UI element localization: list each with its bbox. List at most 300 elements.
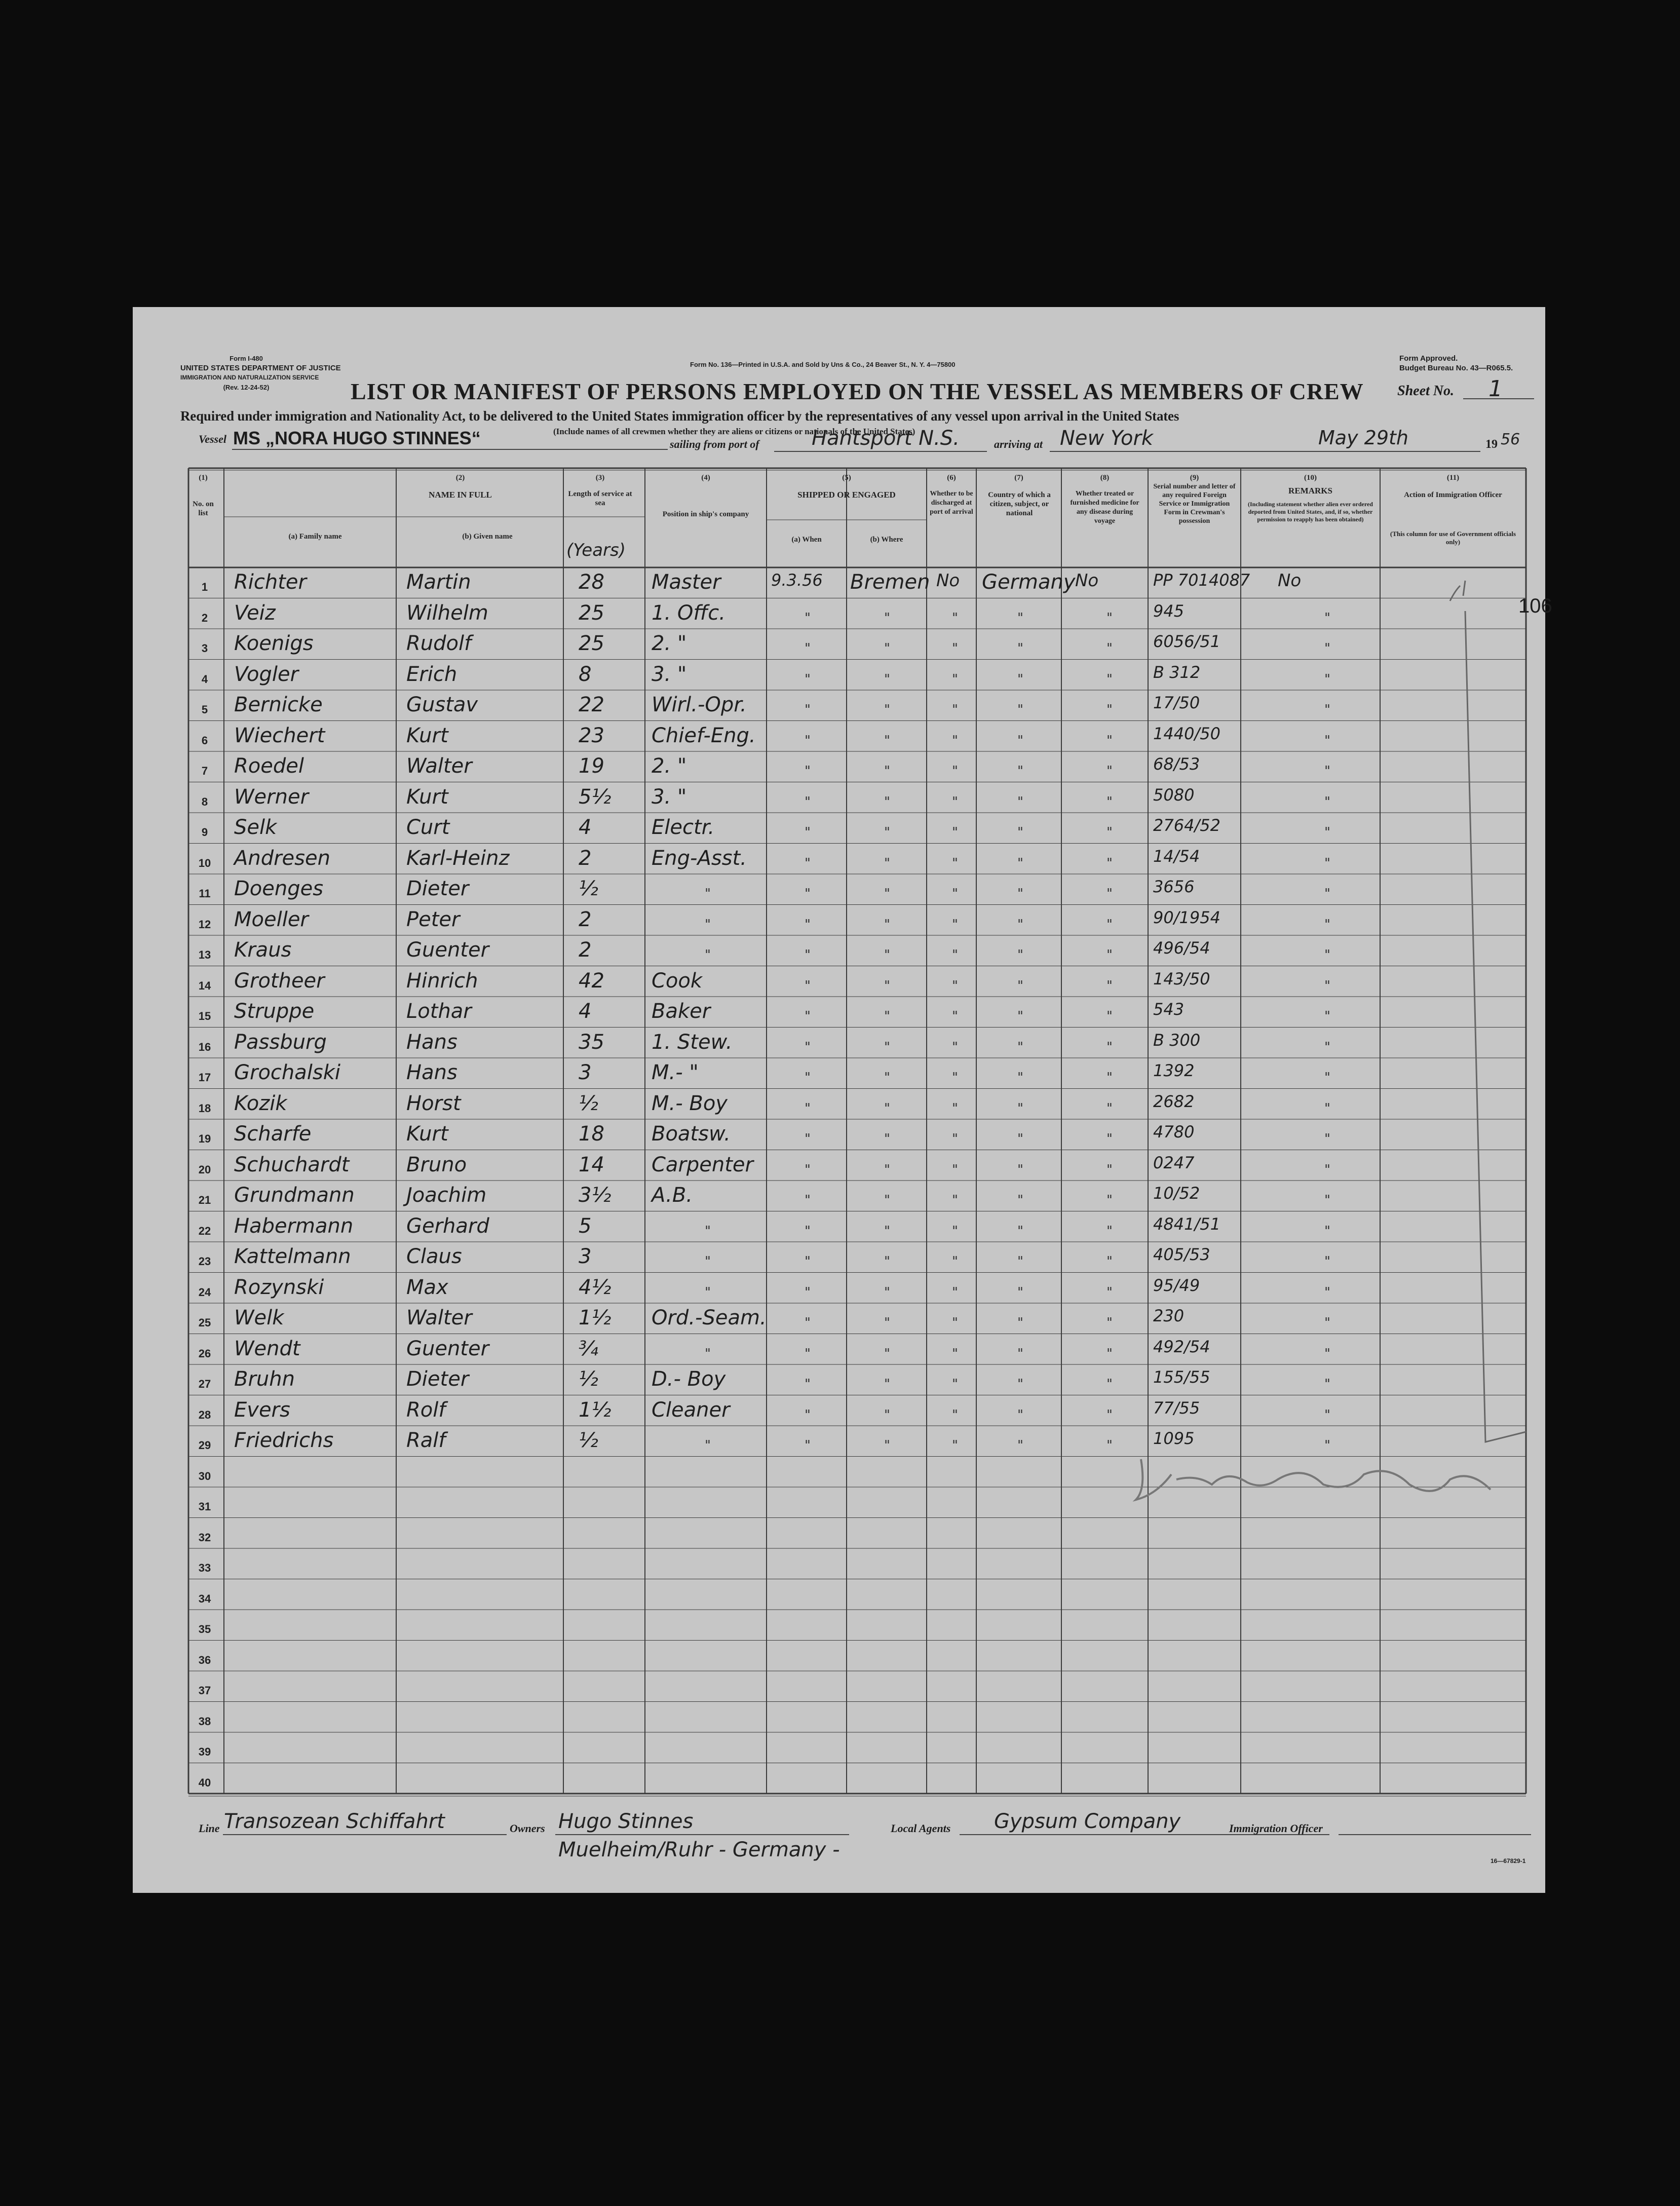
given-name-cell: Kurt — [406, 785, 448, 809]
row-number: 26 — [198, 1347, 211, 1360]
serial-cell: 230 — [1153, 1306, 1185, 1325]
discharge-cell-ditto: " — [952, 794, 958, 810]
medicine-cell-ditto: " — [1106, 1377, 1113, 1392]
shipped-when-cell-ditto: " — [805, 1009, 811, 1024]
family-name-cell: Andresen — [234, 846, 330, 870]
row-number: 22 — [198, 1224, 211, 1237]
col10-header: REMARKS — [1288, 486, 1332, 496]
medicine-cell-ditto: " — [1106, 855, 1113, 871]
position-cell: M.- Boy — [652, 1091, 728, 1115]
row-number: 31 — [198, 1500, 211, 1513]
position-cell: M.- " — [652, 1061, 699, 1084]
remarks-cell-ditto: " — [1324, 1193, 1330, 1208]
col1-number: (1) — [199, 474, 208, 482]
remarks-cell-ditto: " — [1324, 1039, 1330, 1055]
row-number: 9 — [201, 826, 208, 839]
col5a-header: (a) When — [791, 536, 822, 544]
row-number: 33 — [198, 1562, 211, 1574]
shipped-where-cell-ditto: " — [884, 825, 890, 840]
family-name-cell: Bruhn — [234, 1367, 295, 1391]
position-cell: 1. Offc. — [652, 601, 726, 625]
budget-bureau: Budget Bureau No. 43—R065.5. — [1399, 364, 1513, 372]
family-name-cell: Passburg — [234, 1030, 327, 1054]
position-cell: 2. " — [652, 754, 687, 778]
serial-cell: 4841/51 — [1153, 1214, 1220, 1234]
row-number: 16 — [198, 1040, 211, 1053]
serial-cell: 5080 — [1153, 785, 1195, 805]
discharge-cell-ditto: " — [952, 1377, 958, 1392]
signature-mark — [1126, 1444, 1521, 1510]
country-cell: Germany — [982, 570, 1076, 594]
shipped-where-cell-ditto: " — [884, 1315, 890, 1330]
serial-cell: 4780 — [1153, 1122, 1195, 1142]
position-cell-ditto: " — [705, 886, 711, 901]
shipped-when-cell-ditto: " — [805, 1070, 811, 1085]
family-name-cell: Welk — [234, 1306, 284, 1329]
remarks-cell-ditto: " — [1324, 1162, 1330, 1177]
shipped-where-cell-ditto: " — [884, 1407, 890, 1423]
row-number: 38 — [198, 1715, 211, 1728]
position-cell: A.B. — [652, 1184, 693, 1207]
country-cell-ditto: " — [1017, 1284, 1023, 1300]
given-name-cell: Curt — [406, 816, 450, 839]
country-cell-ditto: " — [1017, 855, 1023, 871]
service-cell: ½ — [579, 1091, 598, 1115]
row-number: 24 — [198, 1285, 211, 1299]
position-cell: 3. " — [652, 662, 687, 686]
family-name-cell: Grochalski — [234, 1061, 340, 1084]
service-cell: 2 — [579, 938, 592, 962]
shipped-where-cell-ditto: " — [884, 1009, 890, 1024]
family-name-cell: Koenigs — [234, 632, 314, 655]
col2-number: (2) — [455, 474, 465, 482]
medicine-cell-ditto: " — [1106, 1009, 1113, 1024]
given-name-cell: Kurt — [406, 724, 448, 747]
shipped-where-cell-ditto: " — [884, 671, 890, 687]
discharge-cell-ditto: " — [952, 825, 958, 840]
row-number: 21 — [198, 1194, 211, 1206]
discharge-cell-ditto: " — [952, 1438, 958, 1453]
service-cell: 25 — [579, 632, 604, 655]
shipped-where-cell-ditto: " — [884, 1438, 890, 1453]
given-name-cell: Dieter — [406, 1367, 469, 1391]
col11-note: (This column for use of Government officials only) — [1390, 530, 1516, 546]
shipped-where-cell-ditto: " — [884, 794, 890, 810]
country-cell-ditto: " — [1017, 1377, 1023, 1392]
discharge-cell-ditto: " — [952, 671, 958, 687]
country-cell-ditto: " — [1017, 1346, 1023, 1361]
discharge-cell-ditto: " — [952, 610, 958, 626]
col1-header: No. on list — [193, 500, 214, 517]
row-number: 39 — [198, 1745, 211, 1758]
service-cell: 14 — [579, 1153, 604, 1176]
serial-cell: 496/54 — [1153, 938, 1210, 958]
position-cell: 3. " — [652, 785, 687, 809]
shipped-where-cell-ditto: " — [884, 1193, 890, 1208]
position-cell: Wirl.-Opr. — [652, 693, 747, 716]
position-cell: Eng-Asst. — [652, 846, 747, 870]
family-name-cell: Selk — [234, 816, 277, 839]
remarks-cell-ditto: " — [1324, 1100, 1330, 1116]
row-number: 10 — [198, 856, 211, 869]
serial-cell: 945 — [1153, 601, 1185, 621]
footer-code: 16—67829-1 — [1491, 1857, 1526, 1865]
medicine-cell-ditto: " — [1106, 825, 1113, 840]
col5-header: SHIPPED OR ENGAGED — [797, 490, 896, 500]
service-cell: 5½ — [579, 785, 612, 809]
discharge-cell-ditto: " — [952, 1315, 958, 1330]
country-cell-ditto: " — [1017, 1100, 1023, 1116]
service-cell: ½ — [579, 877, 598, 900]
country-cell-ditto: " — [1017, 702, 1023, 717]
given-name-cell: Gustav — [406, 693, 478, 716]
row-number: 20 — [198, 1163, 211, 1176]
serial-cell: 77/55 — [1153, 1398, 1200, 1418]
shipped-where-cell-ditto: " — [884, 917, 890, 932]
col3-header: Length of service at sea — [568, 490, 632, 507]
country-cell-ditto: " — [1017, 1131, 1023, 1147]
year-prefix: 19 — [1485, 438, 1498, 451]
year: 56 — [1501, 431, 1520, 448]
position-cell: Baker — [652, 1000, 711, 1023]
service-cell: 4 — [579, 816, 592, 839]
service-cell: 2 — [579, 846, 592, 870]
shipped-where-cell-ditto: " — [884, 886, 890, 901]
family-name-cell: Kattelmann — [234, 1245, 351, 1268]
given-name-cell: Wilhelm — [406, 601, 488, 625]
shipped-when-cell-ditto: " — [805, 610, 811, 626]
family-name-cell: Scharfe — [234, 1122, 312, 1146]
given-name-cell: Claus — [406, 1245, 462, 1268]
country-cell-ditto: " — [1017, 1407, 1023, 1423]
col6-header: Whether to be discharged at port of arrival — [930, 490, 973, 516]
shipped-where-cell-ditto: " — [884, 1131, 890, 1147]
medicine-cell-ditto: " — [1106, 1254, 1113, 1269]
country-cell-ditto: " — [1017, 1009, 1023, 1024]
shipped-when-cell-ditto: " — [805, 1162, 811, 1177]
serial-cell: 3656 — [1153, 877, 1195, 896]
discharge-cell: No — [936, 570, 960, 591]
discharge-cell-ditto: " — [952, 702, 958, 717]
country-cell-ditto: " — [1017, 1193, 1023, 1208]
remarks-cell-ditto: " — [1324, 1009, 1330, 1024]
col10-number: (10) — [1304, 474, 1317, 482]
medicine-cell: No — [1075, 570, 1099, 591]
discharge-cell-ditto: " — [952, 1193, 958, 1208]
given-name-cell: Karl-Heinz — [406, 846, 510, 870]
remarks-cell-ditto: " — [1324, 1254, 1330, 1269]
remarks-cell-ditto: " — [1324, 1346, 1330, 1361]
medicine-cell-ditto: " — [1106, 641, 1113, 656]
service-cell: 42 — [579, 969, 604, 993]
family-name-cell: Veiz — [234, 601, 276, 625]
family-name-cell: Vogler — [234, 662, 299, 686]
position-cell: Carpenter — [652, 1153, 753, 1176]
remarks-cell-ditto: " — [1324, 1131, 1330, 1147]
row-number: 32 — [198, 1531, 211, 1544]
country-cell-ditto: " — [1017, 733, 1023, 748]
position-cell-ditto: " — [705, 1438, 711, 1453]
col2-header: NAME IN FULL — [429, 490, 492, 500]
shipped-where-cell-ditto: " — [884, 733, 890, 748]
family-name-cell: Doenges — [234, 877, 324, 900]
discharge-cell-ditto: " — [952, 764, 958, 779]
family-name-cell: Rozynski — [234, 1275, 324, 1299]
country-cell-ditto: " — [1017, 671, 1023, 687]
position-cell: Boatsw. — [652, 1122, 731, 1146]
family-name-cell: Roedel — [234, 754, 304, 778]
shipped-when-cell-ditto: " — [805, 641, 811, 656]
position-cell: D.- Boy — [652, 1367, 726, 1391]
remarks-cell-ditto: " — [1324, 1223, 1330, 1239]
row-number: 25 — [198, 1316, 211, 1329]
owners-underline — [555, 1834, 849, 1835]
position-cell: Ord.-Seam. — [652, 1306, 767, 1329]
medicine-cell-ditto: " — [1106, 1100, 1113, 1116]
row-number: 4 — [201, 672, 208, 686]
remarks-cell-ditto: " — [1324, 917, 1330, 932]
given-name-cell: Kurt — [406, 1122, 448, 1146]
col3-years: (Years) — [566, 540, 626, 560]
row-number: 35 — [198, 1623, 211, 1636]
shipped-where-cell-ditto: " — [884, 764, 890, 779]
row-number: 29 — [198, 1439, 211, 1452]
given-name-cell: Joachim — [406, 1184, 487, 1207]
officer-underline — [1339, 1834, 1531, 1835]
medicine-cell-ditto: " — [1106, 1131, 1113, 1147]
serial-cell: 17/50 — [1153, 693, 1200, 712]
serial-cell: 6056/51 — [1153, 632, 1220, 651]
agents-label: Local Agents — [891, 1822, 951, 1835]
given-name-cell: Rolf — [406, 1398, 446, 1422]
position-cell: Cleaner — [652, 1398, 730, 1422]
medicine-cell-ditto: " — [1106, 733, 1113, 748]
shipped-when-cell-ditto: " — [805, 1438, 811, 1453]
col4-header: Position in ship's company — [662, 510, 749, 518]
country-cell-ditto: " — [1017, 886, 1023, 901]
agency-service: IMMIGRATION AND NATURALIZATION SERVICE — [180, 374, 319, 381]
subtitle: Required under immigration and Nationality Act, to be delivered to the United States immigration officer by the representatives of any vessel upon arrival in the United States — [180, 408, 1179, 424]
row-number: 1 — [201, 581, 208, 593]
shipped-where-cell-ditto: " — [884, 855, 890, 871]
country-cell-ditto: " — [1017, 641, 1023, 656]
discharge-cell-ditto: " — [952, 1162, 958, 1177]
shipped-where-cell-ditto: " — [884, 641, 890, 656]
medicine-cell-ditto: " — [1106, 947, 1113, 963]
position-cell: 2. " — [652, 632, 687, 655]
service-cell: 35 — [579, 1030, 604, 1054]
col8-header: Whether treated or furnished medicine for any disease during voyage — [1070, 490, 1139, 525]
shipped-when-cell-ditto: " — [805, 886, 811, 901]
given-name-cell: Hans — [406, 1061, 457, 1084]
row-number: 5 — [201, 703, 208, 716]
serial-cell: 2682 — [1153, 1091, 1195, 1111]
shipped-where-cell-ditto: " — [884, 1039, 890, 1055]
shipped-when-cell-ditto: " — [805, 855, 811, 871]
remarks-cell-ditto: " — [1324, 794, 1330, 810]
owners-address: Muelheim/Ruhr - Germany - — [558, 1838, 840, 1861]
given-name-cell: Guenter — [406, 938, 489, 962]
sailing-port: Hantsport N.S. — [812, 427, 960, 450]
remarks-cell-ditto: " — [1324, 1315, 1330, 1330]
family-name-cell: Wiechert — [234, 724, 325, 747]
service-cell: 1½ — [579, 1398, 612, 1422]
col10-note: (Including statement whether alien ever ordered deported from United States, and, if so, whether permission to reapply has been obtained) — [1248, 501, 1373, 523]
page-title: LIST OR MANIFEST OF PERSONS EMPLOYED ON THE VESSEL AS MEMBERS OF CREW — [351, 378, 1364, 404]
line-value: Transozean Schiffahrt — [224, 1810, 445, 1833]
shipped-when-cell-ditto: " — [805, 1377, 811, 1392]
shipped-when-cell: 9.3.56 — [771, 570, 823, 590]
col7-number: (7) — [1014, 474, 1023, 482]
given-name-cell: Lothar — [406, 1000, 472, 1023]
discharge-cell-ditto: " — [952, 947, 958, 963]
medicine-cell-ditto: " — [1106, 1162, 1113, 1177]
family-name-cell: Friedrichs — [234, 1429, 334, 1452]
position-cell-ditto: " — [705, 1254, 711, 1269]
remarks-cell-ditto: " — [1324, 1284, 1330, 1300]
page-number: 106 — [1518, 595, 1552, 617]
medicine-cell-ditto: " — [1106, 794, 1113, 810]
service-cell: 8 — [579, 662, 592, 686]
shipped-where-cell-ditto: " — [884, 610, 890, 626]
medicine-cell-ditto: " — [1106, 1070, 1113, 1085]
col3-number: (3) — [595, 474, 605, 482]
given-name-cell: Gerhard — [406, 1214, 489, 1238]
row-number: 18 — [198, 1101, 211, 1115]
shipped-where-cell-ditto: " — [884, 1284, 890, 1300]
discharge-cell-ditto: " — [952, 1009, 958, 1024]
remarks-cell-ditto: " — [1324, 855, 1330, 871]
country-cell-ditto: " — [1017, 1039, 1023, 1055]
line-label: Line — [199, 1822, 220, 1835]
medicine-cell-ditto: " — [1106, 1039, 1113, 1055]
shipped-when-cell-ditto: " — [805, 1193, 811, 1208]
remarks-cell-ditto: " — [1324, 825, 1330, 840]
medicine-cell-ditto: " — [1106, 671, 1113, 687]
given-name-cell: Hinrich — [406, 969, 478, 993]
shipped-where-cell-ditto: " — [884, 978, 890, 994]
position-cell: Chief-Eng. — [652, 724, 756, 747]
remarks-cell: No — [1278, 570, 1302, 591]
family-name-cell: Richter — [234, 570, 307, 594]
service-cell: ¾ — [579, 1337, 598, 1360]
discharge-cell-ditto: " — [952, 1131, 958, 1147]
agents-value: Gypsum Company — [994, 1810, 1181, 1833]
discharge-cell-ditto: " — [952, 1100, 958, 1116]
service-cell: ½ — [579, 1367, 598, 1391]
row-number: 12 — [198, 918, 211, 931]
row-number: 36 — [198, 1653, 211, 1666]
serial-cell: 68/53 — [1153, 754, 1200, 774]
row-number: 3 — [201, 642, 208, 655]
serial-cell: 1440/50 — [1153, 724, 1220, 743]
family-name-cell: Evers — [234, 1398, 290, 1422]
country-cell-ditto: " — [1017, 1070, 1023, 1085]
service-cell: 23 — [579, 724, 604, 747]
medicine-cell-ditto: " — [1106, 1223, 1113, 1239]
position-cell: Master — [652, 570, 721, 594]
col6-number: (6) — [947, 474, 956, 482]
form-number: Form I-480 — [230, 355, 263, 362]
medicine-cell-ditto: " — [1106, 1407, 1113, 1423]
col9-header: Serial number and letter of any required Foreign Service or Immigration Form in Crewman's possession — [1153, 483, 1236, 525]
given-name-cell: Bruno — [406, 1153, 467, 1176]
medicine-cell-ditto: " — [1106, 1346, 1113, 1361]
discharge-cell-ditto: " — [952, 1346, 958, 1361]
row-number: 27 — [198, 1378, 211, 1390]
medicine-cell-ditto: " — [1106, 886, 1113, 901]
row-number: 19 — [198, 1132, 211, 1145]
position-cell-ditto: " — [705, 917, 711, 932]
service-cell: 5 — [579, 1214, 592, 1238]
given-name-cell: Dieter — [406, 877, 469, 900]
remarks-cell-ditto: " — [1324, 886, 1330, 901]
serial-cell: 155/55 — [1153, 1367, 1210, 1387]
col5-number: (5) — [842, 474, 851, 482]
col5b-header: (b) Where — [870, 536, 903, 544]
family-name-cell: Grotheer — [234, 969, 325, 993]
family-name-cell: Kraus — [234, 938, 292, 962]
row-number: 40 — [198, 1776, 211, 1789]
shipped-where-cell-ditto: " — [884, 1162, 890, 1177]
position-cell-ditto: " — [705, 1346, 711, 1361]
serial-cell: 0247 — [1153, 1153, 1195, 1172]
shipped-when-cell-ditto: " — [805, 1131, 811, 1147]
row-number: 17 — [198, 1071, 211, 1084]
col7-header: Country of which a citizen, subject, or national — [988, 491, 1051, 517]
shipped-when-cell-ditto: " — [805, 1223, 811, 1239]
discharge-cell-ditto: " — [952, 1254, 958, 1269]
medicine-cell-ditto: " — [1106, 764, 1113, 779]
row-number: 34 — [198, 1592, 211, 1605]
shipped-when-cell-ditto: " — [805, 1346, 811, 1361]
vessel-name: MS „NORA HUGO STINNES“ — [233, 428, 481, 448]
country-cell-ditto: " — [1017, 764, 1023, 779]
row-number: 30 — [198, 1469, 211, 1482]
family-name-cell: Grundmann — [234, 1184, 355, 1207]
shipped-where-cell-ditto: " — [884, 1100, 890, 1116]
given-name-cell: Erich — [406, 662, 457, 686]
service-cell: 25 — [579, 601, 604, 625]
family-name-cell: Schuchardt — [234, 1153, 350, 1176]
col11-number: (11) — [1446, 474, 1460, 482]
col8-number: (8) — [1100, 474, 1110, 482]
shipped-when-cell-ditto: " — [805, 794, 811, 810]
arrival-date: May 29th — [1318, 427, 1408, 449]
given-name-cell: Ralf — [406, 1429, 446, 1452]
given-name-cell: Guenter — [406, 1337, 489, 1360]
manifest-sheet — [133, 307, 1552, 1893]
medicine-cell-ditto: " — [1106, 978, 1113, 994]
country-cell-ditto: " — [1017, 978, 1023, 994]
medicine-cell-ditto: " — [1106, 1284, 1113, 1300]
discharge-cell-ditto: " — [952, 886, 958, 901]
owners-label: Owners — [510, 1822, 545, 1835]
serial-cell: 1392 — [1153, 1061, 1195, 1080]
serial-cell: 90/1954 — [1153, 907, 1220, 927]
remarks-cell-ditto: " — [1324, 1377, 1330, 1392]
discharge-cell-ditto: " — [952, 1070, 958, 1085]
serial-cell: PP 7014087 — [1153, 570, 1250, 590]
shipped-when-cell-ditto: " — [805, 825, 811, 840]
service-cell: 3 — [579, 1061, 592, 1084]
remarks-cell-ditto: " — [1324, 764, 1330, 779]
shipped-when-cell-ditto: " — [805, 978, 811, 994]
col2a-header: (a) Family name — [288, 533, 342, 541]
remarks-cell-ditto: " — [1324, 671, 1330, 687]
discharge-cell-ditto: " — [952, 1223, 958, 1239]
row-number: 11 — [199, 887, 211, 900]
